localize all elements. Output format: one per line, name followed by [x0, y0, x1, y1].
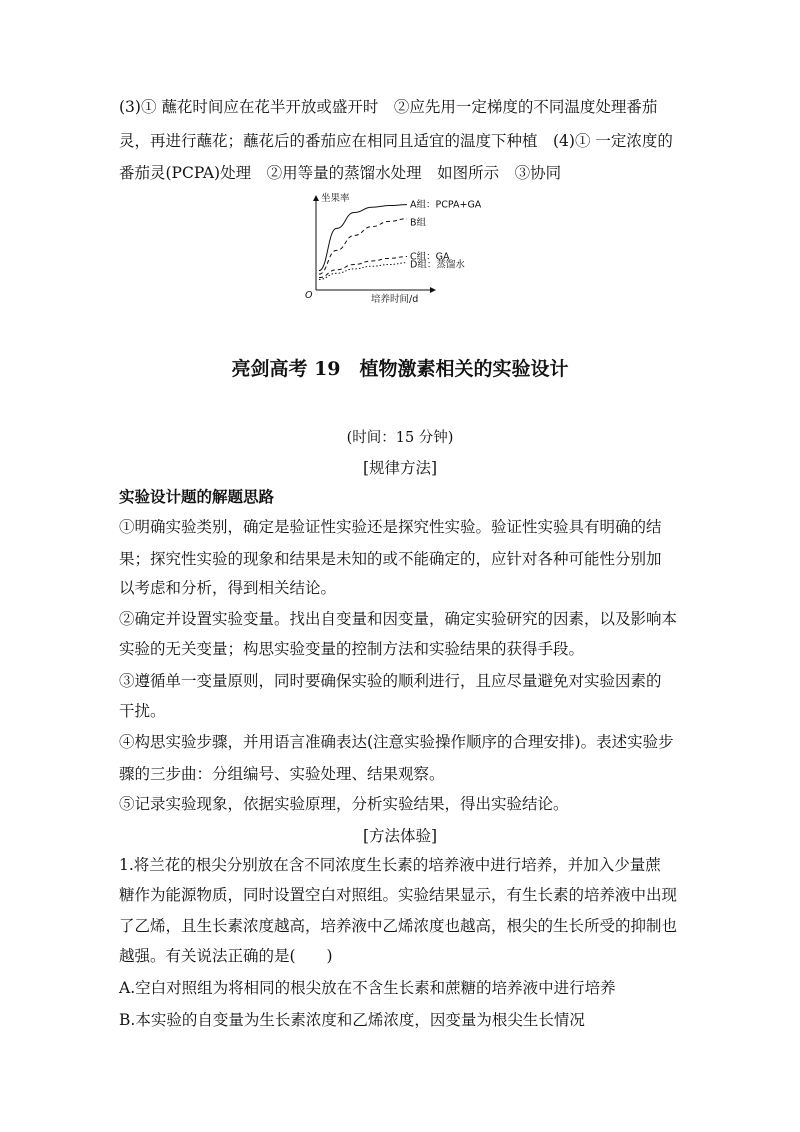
series-line — [319, 219, 407, 274]
question-line: 糖作为能源物质，同时设置空白对照组。实验结果显示，有生长素的培养液中出现 — [119, 886, 678, 904]
time-note: (时间：15 分钟) — [346, 430, 454, 446]
question-line: 了乙烯，且生长素浓度越高，培养液中乙烯浓度也越高，根尖的生长所受的抑制也 — [119, 917, 678, 935]
answer-line-1: (3)① 蘸花时间应在花半开放或盛开时 ②应先用一定梯度的不同温度处理番茄 — [119, 98, 658, 116]
series-label: B组 — [410, 217, 427, 229]
para-line: 果；探究性实验的现象和结果是未知的或不能确定的，应针对各种可能性分别加 — [119, 550, 662, 568]
para-line: ③遵循单一变量原则，同时要确保实验的顺利进行，且应尽量避免对实验因素的 — [119, 672, 662, 690]
para-line: 实验的无关变量；构思实验变量的控制方法和实验结果的获得手段。 — [119, 640, 585, 658]
y-axis-label: 坐果率 — [321, 193, 350, 204]
series-label: C组：GA — [410, 251, 450, 263]
para-line: 骤的三步曲：分组编号、实验处理、结果观察。 — [119, 765, 445, 783]
series-line — [319, 205, 407, 271]
section-heading-practice: [方法体验] — [362, 827, 438, 845]
option-a: A.空白对照组为将相同的根尖放在不含生长素和蔗糖的培养液中进行培养 — [119, 979, 616, 997]
series-label: A组：PCPA+GA — [410, 199, 482, 211]
answer-line-3: 番茄灵(PCPA)处理 ②用等量的蒸馏水处理 如图所示 ③协同 — [119, 164, 562, 182]
para-line: 以考虑和分析，得到相关结论。 — [119, 579, 337, 597]
para-line: ①明确实验类别，确定是验证性实验还是探究性实验。验证性实验具有明确的结 — [119, 518, 662, 536]
fruit-set-chart — [295, 190, 505, 305]
question-line: 越强。有关说法正确的是( ) — [119, 947, 333, 965]
para-line: 干扰。 — [119, 702, 166, 720]
series-label: D组：蒸馏水 — [410, 259, 465, 271]
para-line: ⑤记录实验现象，依据实验原理，分析实验结果，得出实验结论。 — [119, 795, 569, 813]
subheading: 实验设计题的解题思路 — [119, 487, 275, 506]
para-line: ②确定并设置实验变量。找出自变量和因变量，确定实验研究的因素，以及影响本 — [119, 610, 678, 628]
answer-line-2: 灵，再进行蘸花；蘸花后的番茄应在相同且适宜的温度下种植 (4)① 一定浓度的 — [119, 132, 673, 150]
question-line: 1.将兰花的根尖分别放在含不同浓度生长素的培养液中进行培养，并加入少量蔗 — [119, 856, 661, 874]
page-title: 亮剑高考 19 植物激素相关的实验设计 — [231, 358, 569, 380]
section-heading-method: [规律方法] — [362, 459, 438, 477]
para-line: ④构思实验步骤，并用语言准确表达(注意实验操作顺序的合理安排)。表述实验步 — [119, 733, 674, 751]
option-b: B.本实验的自变量为生长素浓度和乙烯浓度，因变量为根尖生长情况 — [119, 1011, 585, 1029]
origin-label: O — [305, 290, 313, 301]
x-axis-label: 培养时间/d — [371, 294, 419, 305]
